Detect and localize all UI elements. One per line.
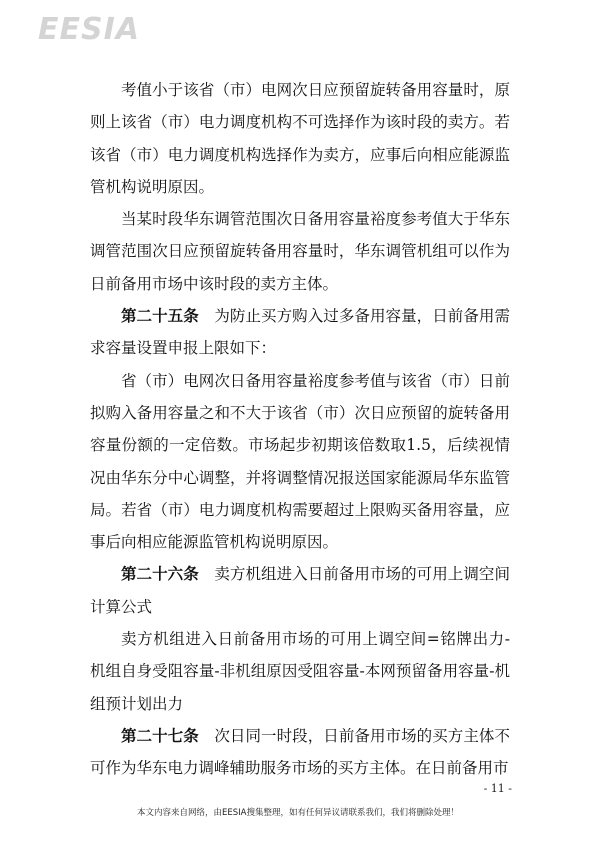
paragraph-text: 卖方机组进入日前备用市场的可用上调空间计算公式 — [90, 565, 510, 616]
article-paragraph — [90, 558, 510, 623]
paragraph — [90, 623, 510, 720]
article-paragraph — [90, 720, 510, 785]
paragraph-text: 省（市）电网次日备用容量裕度参考值与该省（市）日前拟购入备用容量之和不大于该省（市）次日应预留的旋转备用容量份额的一定倍数。市场起步初期该倍数取1.5，后续视情况由华东分中心调整，并将调整情况报送国家能源局华东监管局。若省（市）电力调度机构需要超过上限购买备用容量，应事后向相应能源监管机构说明原因。 — [90, 371, 510, 552]
article-heading: 第二十七条 — [121, 726, 199, 745]
paragraph-text: 为防止买方购入过多备用容量，日前备用需求容量设置申报上限如下： — [90, 307, 510, 358]
paragraph-text: 当某时段华东调管范围次日备用容量裕度参考值大于华东调管范围次日应预留旋转备用容量时，华东调管机组可以作为日前备用市场中该时段的卖方主体。 — [90, 210, 510, 293]
page-number: - 11 - — [483, 782, 512, 795]
article-paragraph — [90, 300, 510, 365]
article-heading: 第二十五条 — [121, 307, 199, 326]
paragraph — [90, 203, 510, 300]
paragraph — [90, 365, 510, 559]
paragraph-text: 次日同一时段，日前备用市场的买方主体不可作为华东电力调峰辅助服务市场的买方主体。在日前备用市 — [90, 726, 510, 778]
footer-disclaimer: 本文内容来自网络，由EESIA搜集整理，如有任何异议请联系我们，我们将删除处理！ — [137, 808, 459, 818]
paragraph-text: 卖方机组进入日前备用市场的可用上调空间=铭牌出力-机组自身受阻容量-非机组原因受阻容量-本网预留备用容量-机组预计划出力 — [90, 630, 510, 713]
eesia-logo: EESIA — [38, 12, 140, 47]
article-heading: 第二十六条 — [121, 565, 199, 584]
paragraph-text: 考值小于该省（市）电网次日应预留旋转备用容量时，原则上该省（市）电力调度机构不可选择作为该时段的卖方。若该省（市）电力调度机构选择作为卖方，应事后向相应能源监管机构说明原因。 — [90, 81, 510, 196]
paragraph — [90, 74, 510, 203]
document-body — [90, 74, 510, 785]
